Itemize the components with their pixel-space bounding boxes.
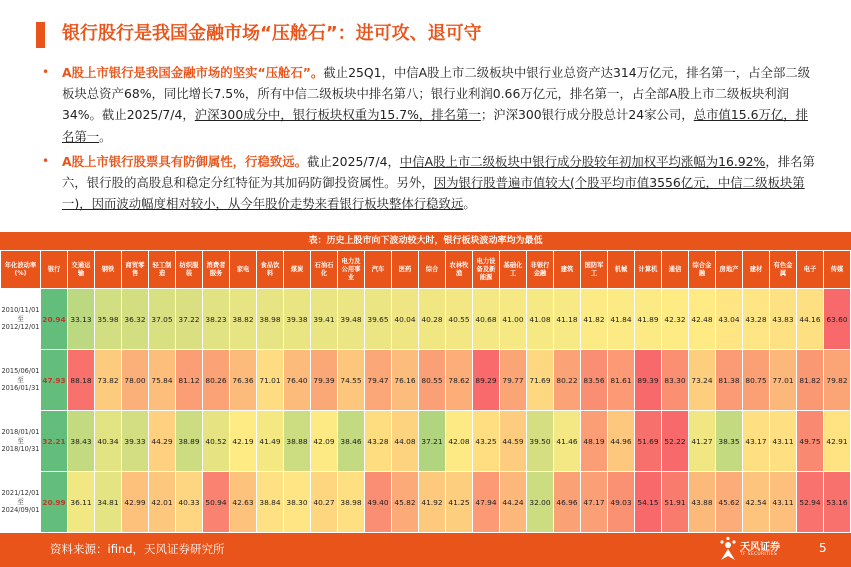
bullet-text-segment: ，排名第六，银行股的高股息和稳定分红特征为其加码防御投资属性。另外，: [62, 153, 815, 191]
value-cell: 49.03: [608, 472, 635, 533]
value-cell: 39.50: [527, 411, 554, 472]
column-header: 石油石化: [311, 251, 338, 289]
value-cell: 49.40: [365, 472, 392, 533]
column-header: 建筑: [554, 251, 581, 289]
value-cell: 39.41: [311, 289, 338, 350]
value-cell: 43.11: [770, 411, 797, 472]
value-cell: 83.30: [662, 350, 689, 411]
value-cell: 76.36: [230, 350, 257, 411]
bullet-item: [40, 151, 820, 215]
column-header: 农林牧渔: [446, 251, 473, 289]
bullet-text-segment: 截止25Q1，中信A股上市二级板块中银行业总资产达314万亿元，排名第一，占全部二级板块总资产68%，同比增长7.5%，所有中信二级板块中排名第八；银行业利润0.66万亿元，排名第一，占全部A股上市二级板块利润34%。截止2025/7/4，: [62, 65, 811, 123]
value-cell: 38.98: [338, 472, 365, 533]
value-cell: 78.00: [122, 350, 149, 411]
value-cell: 37.21: [419, 411, 446, 472]
value-cell: 43.25: [473, 411, 500, 472]
value-cell: 78.62: [446, 350, 473, 411]
value-cell: 37.22: [176, 289, 203, 350]
value-cell: 40.34: [95, 411, 122, 472]
value-cell: 43.17: [743, 411, 770, 472]
value-cell: 80.26: [203, 350, 230, 411]
value-cell: 73.24: [689, 350, 716, 411]
value-cell: 74.55: [338, 350, 365, 411]
value-cell: 34.81: [95, 472, 122, 533]
bullet-text-segment: ；沪深300银行成分股总计24家公司，: [480, 107, 694, 123]
value-cell: 40.52: [203, 411, 230, 472]
bullet-text-segment: 中信A股上市二级板块中银行成分股较年初加权平均涨幅为16.92%: [399, 153, 766, 169]
column-header: 传媒: [824, 251, 851, 289]
value-cell: 38.82: [230, 289, 257, 350]
bullet-text-segment: A股上市银行股票具有防御属性，行稳致远。: [62, 153, 308, 169]
value-cell: 33.13: [68, 289, 95, 350]
value-cell: 75.84: [149, 350, 176, 411]
column-header: 煤炭: [284, 251, 311, 289]
table-row: [1, 472, 851, 533]
value-cell: 44.24: [500, 472, 527, 533]
volatility-table: [0, 232, 851, 533]
value-cell: 52.94: [797, 472, 824, 533]
logo-mark-icon: [718, 536, 738, 562]
value-cell: 38.98: [257, 289, 284, 350]
value-cell: 81.61: [608, 350, 635, 411]
column-header: 医药: [392, 251, 419, 289]
value-cell: 39.48: [338, 289, 365, 350]
value-cell: 41.82: [581, 289, 608, 350]
value-cell: 39.38: [284, 289, 311, 350]
column-header: 基础化工: [500, 251, 527, 289]
value-cell: 80.75: [743, 350, 770, 411]
column-header: 电力设备及新能源: [473, 251, 500, 289]
value-cell: 42.09: [311, 411, 338, 472]
value-cell: 41.27: [689, 411, 716, 472]
column-header: 商贸零售: [122, 251, 149, 289]
value-cell: 42.54: [743, 472, 770, 533]
bullet-text-segment: 。: [463, 196, 476, 212]
value-cell: 80.22: [554, 350, 581, 411]
value-cell: 79.77: [500, 350, 527, 411]
value-cell: 42.08: [446, 411, 473, 472]
column-header: 综合金融: [689, 251, 716, 289]
value-cell: 47.93: [41, 350, 68, 411]
value-cell: 46.96: [554, 472, 581, 533]
value-cell: 41.46: [554, 411, 581, 472]
bullet-dot-icon: •: [42, 153, 50, 168]
column-header: 电子: [797, 251, 824, 289]
value-cell: 20.99: [41, 472, 68, 533]
value-cell: 79.47: [365, 350, 392, 411]
value-cell: 43.28: [365, 411, 392, 472]
value-cell: 42.63: [230, 472, 257, 533]
value-cell: 50.94: [203, 472, 230, 533]
bullet-item: [40, 62, 820, 147]
value-cell: 71.69: [527, 350, 554, 411]
value-cell: 42.99: [122, 472, 149, 533]
value-cell: 32.21: [41, 411, 68, 472]
corner-header: 年化波动率(%): [1, 251, 41, 289]
page-number: 5: [819, 541, 827, 555]
value-cell: 44.96: [608, 411, 635, 472]
period-cell: 2018/01/01 至 2018/10/31: [1, 411, 41, 472]
value-cell: 32.00: [527, 472, 554, 533]
value-cell: 47.17: [581, 472, 608, 533]
column-header: 汽车: [365, 251, 392, 289]
value-cell: 51.91: [662, 472, 689, 533]
value-cell: 42.19: [230, 411, 257, 472]
value-cell: 42.01: [149, 472, 176, 533]
value-cell: 38.89: [176, 411, 203, 472]
value-cell: 88.18: [68, 350, 95, 411]
column-header: 纺织服装: [176, 251, 203, 289]
column-header: 国防军工: [581, 251, 608, 289]
value-cell: 81.82: [797, 350, 824, 411]
column-header: 轻工制造: [149, 251, 176, 289]
value-cell: 40.27: [311, 472, 338, 533]
value-cell: 40.55: [446, 289, 473, 350]
value-cell: 43.88: [689, 472, 716, 533]
value-cell: 41.08: [527, 289, 554, 350]
value-cell: 41.49: [257, 411, 284, 472]
value-cell: 38.43: [68, 411, 95, 472]
period-cell: 2015/06/01 至 2016/01/31: [1, 350, 41, 411]
value-cell: 81.12: [176, 350, 203, 411]
table-row: [1, 289, 851, 350]
value-cell: 44.16: [797, 289, 824, 350]
value-cell: 38.88: [284, 411, 311, 472]
column-header: 建材: [743, 251, 770, 289]
bullet-text-segment: A股上市银行是我国金融市场的坚实“压舱石”。: [62, 65, 324, 80]
column-header: 计算机: [635, 251, 662, 289]
value-cell: 80.55: [419, 350, 446, 411]
value-cell: 71.01: [257, 350, 284, 411]
value-cell: 76.40: [284, 350, 311, 411]
value-cell: 54.15: [635, 472, 662, 533]
logo-subtext: TF SECURITIES: [740, 552, 778, 557]
value-cell: 63.60: [824, 289, 851, 350]
value-cell: 89.29: [473, 350, 500, 411]
value-cell: 49.75: [797, 411, 824, 472]
value-cell: 44.08: [392, 411, 419, 472]
column-header: 交通运输: [68, 251, 95, 289]
value-cell: 38.30: [284, 472, 311, 533]
value-cell: 44.59: [500, 411, 527, 472]
value-cell: 36.11: [68, 472, 95, 533]
column-header: 有色金属: [770, 251, 797, 289]
value-cell: 51.69: [635, 411, 662, 472]
value-cell: 79.82: [824, 350, 851, 411]
table-row: [1, 411, 851, 472]
value-cell: 36.32: [122, 289, 149, 350]
value-cell: 38.23: [203, 289, 230, 350]
period-cell: 2021/12/01 至 2024/09/01: [1, 472, 41, 533]
column-header: 房地产: [716, 251, 743, 289]
value-cell: 79.39: [311, 350, 338, 411]
value-cell: 83.56: [581, 350, 608, 411]
value-cell: 40.04: [392, 289, 419, 350]
value-cell: 52.22: [662, 411, 689, 472]
table-caption: 表：历史上股市向下波动较大时，银行板块波动率均为最低: [0, 232, 851, 250]
value-cell: 89.39: [635, 350, 662, 411]
value-cell: 41.00: [500, 289, 527, 350]
value-cell: 42.48: [689, 289, 716, 350]
column-header: 消费者服务: [203, 251, 230, 289]
value-cell: 43.11: [770, 472, 797, 533]
value-cell: 39.65: [365, 289, 392, 350]
value-cell: 53.16: [824, 472, 851, 533]
title-accent-bar: [36, 22, 45, 48]
value-cell: 76.16: [392, 350, 419, 411]
value-cell: 20.94: [41, 289, 68, 350]
value-cell: 41.84: [608, 289, 635, 350]
value-cell: 47.94: [473, 472, 500, 533]
value-cell: 40.28: [419, 289, 446, 350]
value-cell: 48.19: [581, 411, 608, 472]
period-cell: 2010/11/01 至 2012/12/01: [1, 289, 41, 350]
value-cell: 73.82: [95, 350, 122, 411]
value-cell: 45.62: [716, 472, 743, 533]
value-cell: 42.32: [662, 289, 689, 350]
bullet-text-segment: 因为银行股普遍市值较大(个股平均市值3556亿元，中信二级板块第一)，因而波动幅度相对较小，从今年股价走势来看银行板块整体行稳致远: [62, 175, 805, 212]
value-cell: 41.89: [635, 289, 662, 350]
table-row: [1, 350, 851, 411]
column-header: 钢铁: [95, 251, 122, 289]
column-header: 非银行金融: [527, 251, 554, 289]
value-cell: 38.35: [716, 411, 743, 472]
value-cell: 41.92: [419, 472, 446, 533]
value-cell: 45.82: [392, 472, 419, 533]
value-cell: 81.38: [716, 350, 743, 411]
column-header: 综合: [419, 251, 446, 289]
column-header: 电力及公用事业: [338, 251, 365, 289]
bullet-list: [40, 62, 820, 218]
volatility-grid: [0, 250, 851, 533]
value-cell: 41.18: [554, 289, 581, 350]
bullet-dot-icon: •: [42, 65, 50, 79]
value-cell: 42.91: [824, 411, 851, 472]
slide-title: 银行股行是我国金融市场“压舱石”：进可攻、退可守: [62, 23, 482, 44]
column-header: 机械: [608, 251, 635, 289]
column-header: 食品饮料: [257, 251, 284, 289]
column-header: 银行: [41, 251, 68, 289]
value-cell: 44.29: [149, 411, 176, 472]
value-cell: 37.05: [149, 289, 176, 350]
source-note: 资料来源：ifind，天风证券研究所: [50, 542, 225, 556]
bullet-text-segment: 沪深300成分中，银行板块权重为15.7%，排名第一: [194, 107, 481, 123]
bullet-text-segment: 总市值15.6万亿，排名第一: [62, 107, 809, 144]
column-header: 家电: [230, 251, 257, 289]
table-header-row: [1, 251, 851, 289]
value-cell: 38.46: [338, 411, 365, 472]
value-cell: 77.01: [770, 350, 797, 411]
value-cell: 43.28: [743, 289, 770, 350]
value-cell: 43.83: [770, 289, 797, 350]
value-cell: 38.84: [257, 472, 284, 533]
bullet-text-segment: 。: [99, 128, 112, 144]
company-logo: [718, 536, 788, 564]
column-header: 通信: [662, 251, 689, 289]
bullet-text-segment: 截止2025/7/4，: [307, 153, 400, 169]
value-cell: 41.25: [446, 472, 473, 533]
value-cell: 43.04: [716, 289, 743, 350]
value-cell: 40.33: [176, 472, 203, 533]
value-cell: 35.98: [95, 289, 122, 350]
logo-text: 天风证券: [740, 542, 780, 553]
value-cell: 39.33: [122, 411, 149, 472]
value-cell: 40.68: [473, 289, 500, 350]
